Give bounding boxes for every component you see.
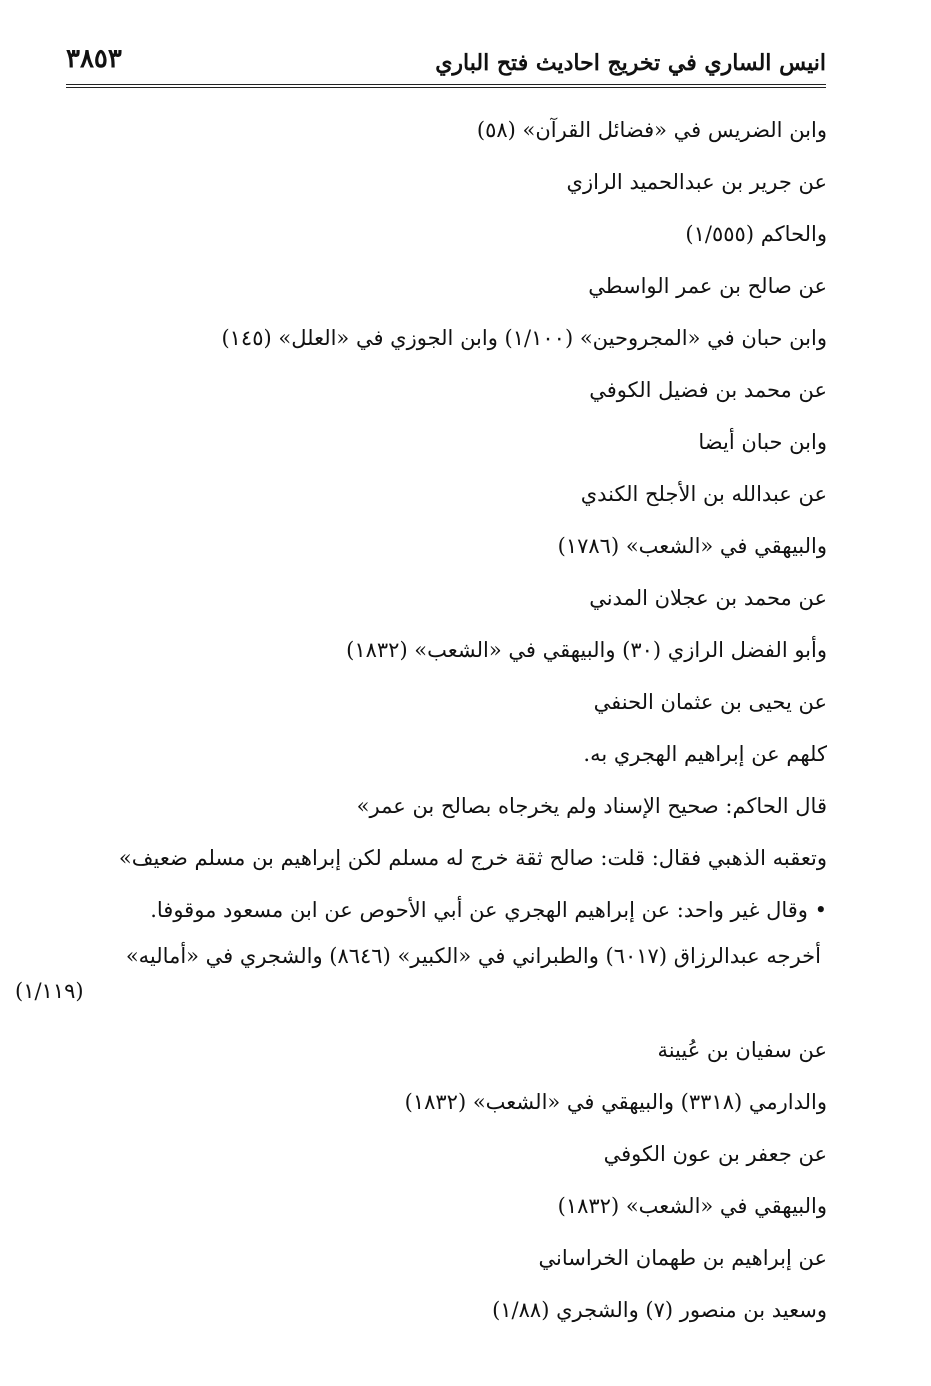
text-line: والدارمي (٣٣١٨) والبيهقي في «الشعب» (١٨٣٢) [404, 1090, 827, 1114]
text-line: وأبو الفضل الرازي (٣٠) والبيهقي في «الشعب» (١٨٣٢) [346, 638, 827, 662]
text-line: وسعيد بن منصور (٧) والشجري (١/٨٨) [492, 1298, 827, 1322]
header-divider [66, 84, 826, 88]
text-line: كلهم عن إبراهيم الهجري به. [583, 742, 827, 766]
text-line: وابن حبان في «المجروحين» (١/١٠٠) وابن الجوزي في «العلل» (١٤٥) [221, 326, 827, 350]
book-title: انيس الساري في تخريج احاديث فتح الباري [435, 50, 826, 76]
page-header [66, 40, 826, 84]
text-line: أخرجه عبدالرزاق (٦٠١٧) والطبراني في «الكبير» (٨٦٤٦) والشجري في «أماليه» [125, 944, 821, 968]
text-line: عن صالح بن عمر الواسطي [588, 274, 827, 298]
document-body [15, 104, 827, 1336]
text-line: قال الحاكم: صحيح الإسناد ولم يخرجاه بصالح بن عمر» [356, 794, 827, 818]
text-line: والحاكم (١/٥٥٥) [685, 222, 827, 246]
text-line: وتعقبه الذهبي فقال: قلت: صالح ثقة خرج له مسلم لكن إبراهيم بن مسلم ضعيف» [118, 846, 827, 870]
text-line: عن محمد بن عجلان المدني [589, 586, 827, 610]
text-line: عن سفيان بن عُيينة [657, 1038, 827, 1062]
text-line: وابن حبان أيضا [698, 430, 827, 454]
text-line: عن إبراهيم بن طهمان الخراساني [538, 1246, 827, 1270]
text-line-continuation: (١/١١٩) [15, 979, 84, 1003]
text-line: عن يحيى بن عثمان الحنفي [593, 690, 827, 714]
text-line: عن جعفر بن عون الكوفي [603, 1142, 827, 1166]
page-number: ٣٨٥٣ [66, 44, 122, 74]
text-line: وابن الضريس في «فضائل القرآن» (٥٨) [476, 118, 827, 142]
text-line: عن محمد بن فضيل الكوفي [589, 378, 827, 402]
text-line: والبيهقي في «الشعب» (١٧٨٦) [557, 534, 827, 558]
text-line: عن جرير بن عبدالحميد الرازي [566, 170, 827, 194]
text-line: والبيهقي في «الشعب» (١٨٣٢) [557, 1194, 827, 1218]
text-line: عن عبدالله بن الأجلح الكندي [580, 482, 827, 506]
text-line: • وقال غير واحد: عن إبراهيم الهجري عن أبي الأحوص عن ابن مسعود موقوفا. [150, 898, 827, 922]
